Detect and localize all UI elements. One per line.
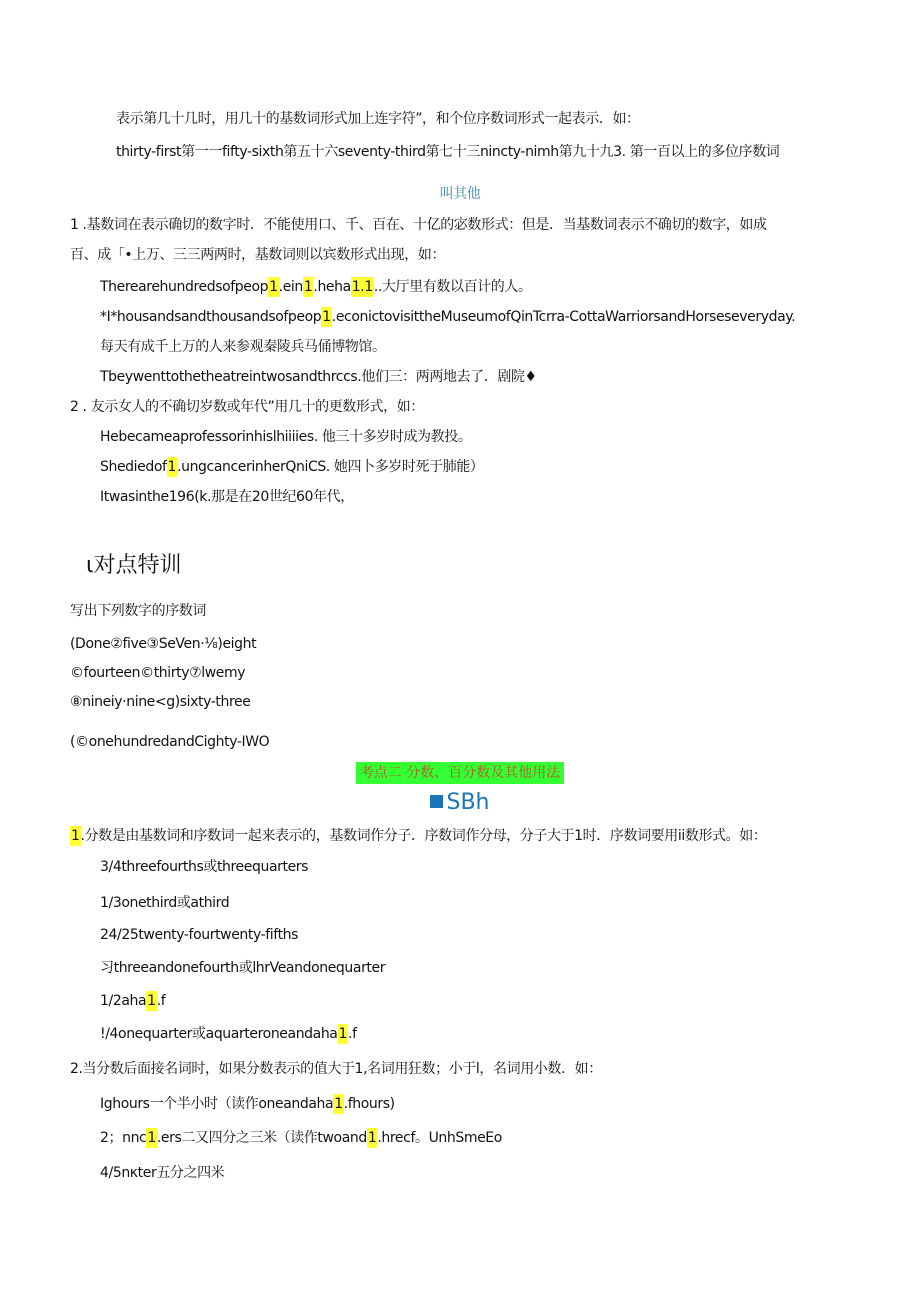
example-line: 3/4threefourths或threequarters <box>100 859 309 875</box>
highlight-mark: 1 <box>338 1026 348 1042</box>
exercise-instruction: 写出下列数字的序数词 <box>70 603 206 619</box>
text-segment: .ungcancerinherQniCS. 她四卜多岁时死于肺能） <box>177 459 484 475</box>
paragraph-line: 1 .基数词在表示确切的数字时．不能使用口、千、百在、十亿的宓数形式：但是．当基数词表示不确切的数字，如成 <box>70 217 767 233</box>
topic-banner <box>0 762 920 784</box>
text-segment: Ighours一个半小时（读作oneandaha <box>100 1096 334 1112</box>
text-segment: 2；nnc <box>100 1130 147 1146</box>
exercise-line: ⑧nineiy·nine<g)sixty-three <box>70 694 251 710</box>
square-icon <box>430 795 443 808</box>
example-line <box>100 277 532 297</box>
text-segment: .fhours) <box>343 1096 395 1112</box>
sbh-text: SBh <box>446 790 490 815</box>
text-segment: .hrecf。UnhSmeEo <box>377 1130 502 1146</box>
example-line: 24/25twenty-fourtwenty-fifths <box>100 927 299 943</box>
example-line <box>100 991 165 1011</box>
highlight-mark: 1 <box>367 1130 377 1146</box>
highlight-mark: 1.1 <box>351 279 373 295</box>
text-segment: .econictovisittheMuseumofQinTcrra-CottaWarriorsandHorseseveryday. <box>331 309 796 325</box>
text-segment: ..大厅里有数以百计的人。 <box>373 279 532 295</box>
example-line <box>100 1024 357 1044</box>
example-line <box>100 457 484 477</box>
heading-text: 对点特训 <box>93 553 182 578</box>
highlight-mark: 1 <box>322 309 331 325</box>
paragraph-line: 2.当分数后面接名词时，如果分数表示的值大于1,名词用狂数；小于l，名词用小数．如： <box>70 1061 602 1077</box>
text-segment: .ein <box>278 279 303 295</box>
text-segment: Therearehundredsofpeop <box>100 279 269 295</box>
paragraph-line: thirty-first第一一fifty-sixth第五十六seventy-third第七十三nincty-nimh第九十九3. 第一百以上的多位序数词 <box>116 144 780 160</box>
topic-banner-text: 考点二 分数、百分数及其他用法 <box>356 762 564 784</box>
highlight-mark: 1 <box>334 1096 343 1112</box>
text-segment: .heha <box>313 279 351 295</box>
highlight-mark: 1 <box>147 993 156 1009</box>
highlight-mark: 1 <box>71 828 80 844</box>
heading-mark: ι <box>86 553 94 578</box>
text-segment: .ers二又四分之三米（读作twoand <box>156 1130 367 1146</box>
highlight-mark: 1 <box>147 1130 156 1146</box>
example-line: Tbeywenttothetheatreintwosandthrccs.他们三：两两地去了．剧院♦ <box>100 369 537 385</box>
paragraph-line: 表示第几十几时，用几十的基数词形式加上连字符”，和个位序数词形式一起表示．如： <box>116 111 640 127</box>
highlight-mark: 1 <box>269 279 278 295</box>
text-segment: .分数是由基数词和序数词一起来表示的，基数词作分子．序数词作分母，分子大于1时．序数词要用ii数形式。如： <box>80 828 767 844</box>
section-heading <box>86 552 181 580</box>
highlight-mark: 1 <box>303 279 313 295</box>
exercise-line: (Done②five③SeVen·⅛)eight <box>70 636 257 652</box>
example-line <box>100 1128 502 1148</box>
text-segment: .f <box>348 1026 357 1042</box>
example-line: 1/3onethird或athird <box>100 895 230 911</box>
exercise-line: ©fourteen©thirty⑦lwemy <box>70 665 246 681</box>
section-subtitle: 叫其他 <box>439 186 481 202</box>
text-segment: Shediedof <box>100 459 167 475</box>
sbh-label <box>0 790 920 816</box>
paragraph-line <box>70 826 766 846</box>
example-line <box>100 1094 395 1114</box>
text-segment: .f <box>156 993 166 1009</box>
example-line: 4/5nκter五分之四米 <box>100 1165 225 1181</box>
paragraph-line: 2 . 友示女人的不确切岁数或年代”用几十的更数形式，如： <box>70 399 424 415</box>
example-line <box>100 307 795 327</box>
text-segment: *I*housandsandthousandsofpeop <box>100 309 322 325</box>
text-segment: 1/2aha <box>100 993 147 1009</box>
example-line: Hebecameaprofessorinhislhiiiies. 他三十多岁时成为教投。 <box>100 429 472 445</box>
example-line: 每天有成千上万的人来参观秦陵兵马俑博物馆。 <box>100 339 386 355</box>
highlight-mark: 1 <box>167 459 177 475</box>
example-line: 习threeandonefourth或lhrVeandonequarter <box>100 960 386 976</box>
paragraph-line: 百、成「•上万、三三两两时，基数词则以宾数形式出现，如： <box>70 247 446 263</box>
example-line: Itwasinthe196(k.那是在20世纪60年代， <box>100 489 354 505</box>
exercise-line: (©onehundredandCighty-IWO <box>70 734 270 750</box>
text-segment: !/4onequarter或aquarteroneandaha <box>100 1026 338 1042</box>
